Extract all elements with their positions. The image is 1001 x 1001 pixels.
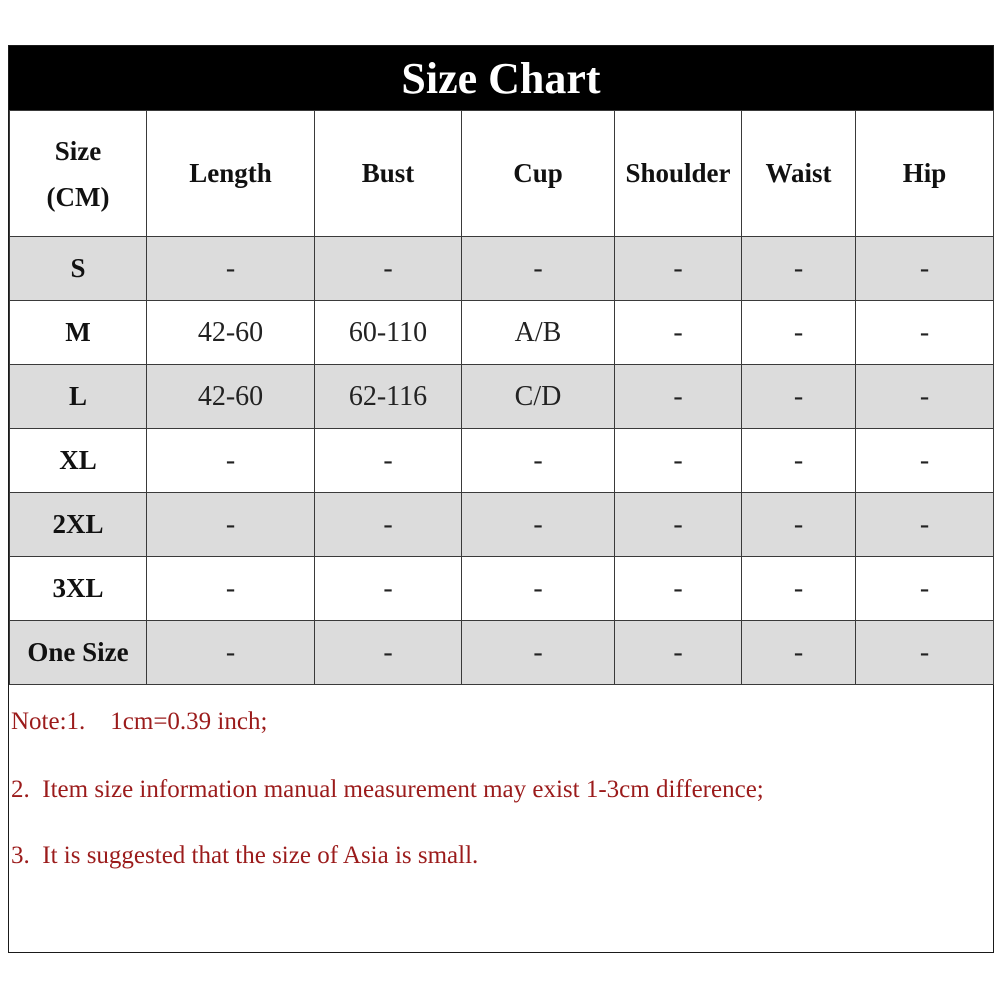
length-cell: 42-60 xyxy=(147,301,315,365)
waist-cell: - xyxy=(742,365,856,429)
bust-cell: - xyxy=(315,621,462,685)
shoulder-cell: - xyxy=(615,621,742,685)
size-cell: One Size xyxy=(10,621,147,685)
length-cell: - xyxy=(147,557,315,621)
table-row xyxy=(10,365,994,429)
note-line-3: 3. It is suggested that the size of Asia is small. xyxy=(11,842,479,869)
waist-cell: - xyxy=(742,557,856,621)
size-cell: S xyxy=(10,237,147,301)
note-line-1: Note:1. 1cm=0.39 inch; xyxy=(11,708,268,735)
cup-cell: A/B xyxy=(462,301,615,365)
bust-cell: 60-110 xyxy=(315,301,462,365)
table-row xyxy=(10,493,994,557)
cup-cell: - xyxy=(462,621,615,685)
bust-cell: - xyxy=(315,237,462,301)
length-cell: - xyxy=(147,237,315,301)
size-cell: 3XL xyxy=(10,557,147,621)
waist-cell: - xyxy=(742,621,856,685)
waist-cell: - xyxy=(742,429,856,493)
table-row xyxy=(10,557,994,621)
length-cell: - xyxy=(147,493,315,557)
length-cell: - xyxy=(147,621,315,685)
size-cell: 2XL xyxy=(10,493,147,557)
note-line-2: 2. Item size information manual measurement may exist 1-3cm difference; xyxy=(11,776,764,803)
shoulder-cell: - xyxy=(615,237,742,301)
waist-cell: - xyxy=(742,301,856,365)
size-header-line1: Size xyxy=(54,135,102,166)
cup-cell: - xyxy=(462,429,615,493)
hip-cell: - xyxy=(856,557,994,621)
length-cell: 42-60 xyxy=(147,365,315,429)
table-row xyxy=(10,621,994,685)
bust-cell: 62-116 xyxy=(315,365,462,429)
length-cell: - xyxy=(147,429,315,493)
cup-column-header: Cup xyxy=(462,111,615,237)
hip-cell: - xyxy=(856,237,994,301)
size-chart-frame xyxy=(8,45,994,953)
shoulder-cell: - xyxy=(615,493,742,557)
waist-cell: - xyxy=(742,237,856,301)
length-column-header: Length xyxy=(147,111,315,237)
cup-cell: - xyxy=(462,557,615,621)
hip-cell: - xyxy=(856,621,994,685)
size-table xyxy=(9,110,994,685)
bust-cell: - xyxy=(315,429,462,493)
bust-cell: - xyxy=(315,557,462,621)
bust-cell: - xyxy=(315,493,462,557)
cup-cell: - xyxy=(462,493,615,557)
hip-cell: - xyxy=(856,493,994,557)
shoulder-cell: - xyxy=(615,557,742,621)
cup-cell: C/D xyxy=(462,365,615,429)
size-cell: L xyxy=(10,365,147,429)
cup-cell: - xyxy=(462,237,615,301)
chart-title: Size Chart xyxy=(9,46,993,110)
size-cell: XL xyxy=(10,429,147,493)
header-row xyxy=(10,111,994,237)
size-column-header xyxy=(10,111,147,237)
shoulder-cell: - xyxy=(615,301,742,365)
hip-cell: - xyxy=(856,301,994,365)
waist-column-header: Waist xyxy=(742,111,856,237)
table-row xyxy=(10,429,994,493)
table-row xyxy=(10,301,994,365)
hip-cell: - xyxy=(856,365,994,429)
size-header-line2: (CM) xyxy=(46,181,110,212)
table-row xyxy=(10,237,994,301)
waist-cell: - xyxy=(742,493,856,557)
shoulder-cell: - xyxy=(615,365,742,429)
bust-column-header: Bust xyxy=(315,111,462,237)
hip-cell: - xyxy=(856,429,994,493)
size-cell: M xyxy=(10,301,147,365)
hip-column-header: Hip xyxy=(856,111,994,237)
shoulder-column-header: Shoulder xyxy=(615,111,742,237)
shoulder-cell: - xyxy=(615,429,742,493)
